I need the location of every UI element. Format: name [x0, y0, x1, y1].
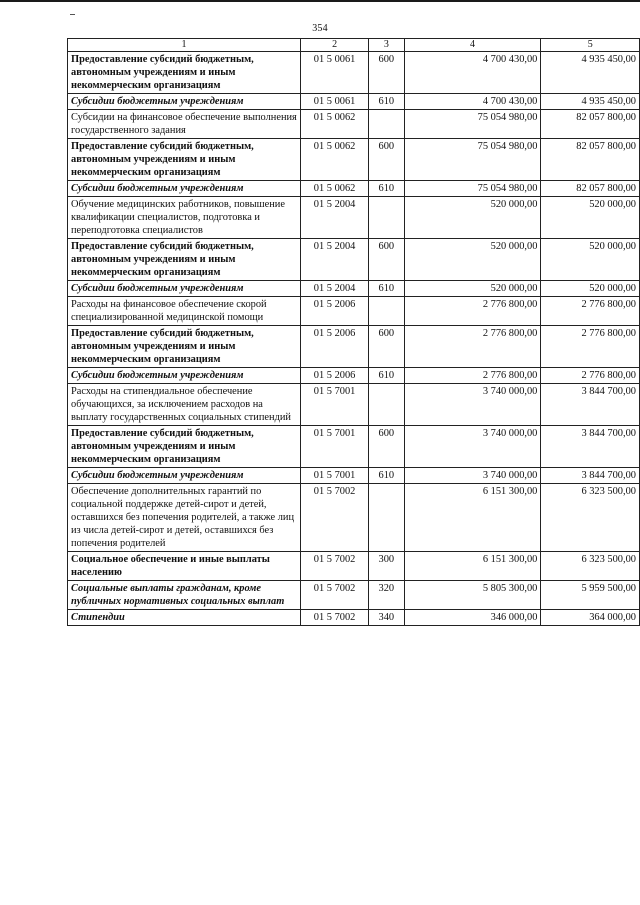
- table-row: [68, 426, 640, 468]
- amount-col5-cell: 2 776 800,00: [541, 326, 640, 368]
- amount-col4-cell: 3 740 000,00: [404, 426, 541, 468]
- item-name-cell: Субсидии бюджетным учреждениям: [68, 94, 301, 110]
- amount-col5-cell: 364 000,00: [541, 610, 640, 626]
- target-code-cell: 01 5 7002: [301, 581, 369, 610]
- amount-col5-cell: 5 959 500,00: [541, 581, 640, 610]
- amount-col5-cell: 3 844 700,00: [541, 426, 640, 468]
- header-row: [68, 39, 640, 52]
- expense-type-cell: 340: [369, 610, 404, 626]
- amount-col5-cell: 3 844 700,00: [541, 384, 640, 426]
- target-code-cell: 01 5 2004: [301, 281, 369, 297]
- target-code-cell: 01 5 2004: [301, 197, 369, 239]
- expense-type-cell: 610: [369, 94, 404, 110]
- table-row: [68, 552, 640, 581]
- table-row: [68, 484, 640, 552]
- amount-col4-cell: 3 740 000,00: [404, 468, 541, 484]
- page-number: 354: [312, 23, 328, 34]
- target-code-cell: 01 5 7001: [301, 426, 369, 468]
- item-name-cell: Субсидии бюджетным учреждениям: [68, 468, 301, 484]
- target-code-cell: 01 5 2004: [301, 239, 369, 281]
- amount-col5-cell: 2 776 800,00: [541, 368, 640, 384]
- item-name-cell: Обучение медицинских работников, повышение квалификации специалистов, подготовка и переподготовка специалистов: [68, 197, 301, 239]
- amount-col5-cell: 4 935 450,00: [541, 52, 640, 94]
- amount-col4-cell: 2 776 800,00: [404, 368, 541, 384]
- target-code-cell: 01 5 2006: [301, 297, 369, 326]
- table-row: [68, 181, 640, 197]
- table-row: [68, 384, 640, 426]
- table-row: [68, 239, 640, 281]
- amount-col5-cell: 82 057 800,00: [541, 181, 640, 197]
- expense-type-cell: [369, 110, 404, 139]
- amount-col4-cell: 520 000,00: [404, 197, 541, 239]
- table-row: [68, 281, 640, 297]
- item-name-cell: Обеспечение дополнительных гарантий по социальной поддержке детей-сирот и детей, оставшихся без попечения родителей, а также лиц из числа детей-сирот и детей, оставшихся без попечения родителей: [68, 484, 301, 552]
- expense-type-cell: [369, 197, 404, 239]
- amount-col4-cell: 4 700 430,00: [404, 94, 541, 110]
- expense-type-cell: 610: [369, 281, 404, 297]
- expense-type-cell: [369, 297, 404, 326]
- target-code-cell: 01 5 7001: [301, 384, 369, 426]
- item-name-cell: Расходы на финансовое обеспечение скорой специализированной медицинской помощи: [68, 297, 301, 326]
- amount-col5-cell: 4 935 450,00: [541, 94, 640, 110]
- expense-type-cell: 600: [369, 239, 404, 281]
- table-row: [68, 52, 640, 94]
- amount-col5-cell: 3 844 700,00: [541, 468, 640, 484]
- expense-type-cell: [369, 384, 404, 426]
- table-row: [68, 610, 640, 626]
- amount-col5-cell: 520 000,00: [541, 239, 640, 281]
- item-name-cell: Предоставление субсидий бюджетным, автономным учреждениям и иным некоммерческим организациям: [68, 239, 301, 281]
- amount-col4-cell: 75 054 980,00: [404, 139, 541, 181]
- amount-col4-cell: 6 151 300,00: [404, 552, 541, 581]
- expense-type-cell: [369, 484, 404, 552]
- table-row: [68, 581, 640, 610]
- item-name-cell: Субсидии бюджетным учреждениям: [68, 281, 301, 297]
- column-header: 2: [301, 39, 369, 52]
- target-code-cell: 01 5 7002: [301, 484, 369, 552]
- target-code-cell: 01 5 7001: [301, 468, 369, 484]
- expense-type-cell: 600: [369, 426, 404, 468]
- amount-col4-cell: 4 700 430,00: [404, 52, 541, 94]
- amount-col5-cell: 82 057 800,00: [541, 139, 640, 181]
- amount-col4-cell: 75 054 980,00: [404, 110, 541, 139]
- item-name-cell: Социальное обеспечение и иные выплаты населению: [68, 552, 301, 581]
- table-row: [68, 110, 640, 139]
- column-header: 4: [404, 39, 541, 52]
- amount-col4-cell: 6 151 300,00: [404, 484, 541, 552]
- table-row: [68, 197, 640, 239]
- target-code-cell: 01 5 0062: [301, 110, 369, 139]
- amount-col4-cell: 2 776 800,00: [404, 326, 541, 368]
- item-name-cell: Предоставление субсидий бюджетным, автономным учреждениям и иным некоммерческим организациям: [68, 139, 301, 181]
- item-name-cell: Субсидии бюджетным учреждениям: [68, 181, 301, 197]
- table-row: [68, 326, 640, 368]
- amount-col5-cell: 520 000,00: [541, 197, 640, 239]
- table-row: [68, 368, 640, 384]
- budget-table: [67, 38, 640, 626]
- expense-type-cell: 600: [369, 139, 404, 181]
- target-code-cell: 01 5 0061: [301, 52, 369, 94]
- column-header: 3: [369, 39, 404, 52]
- amount-col5-cell: 520 000,00: [541, 281, 640, 297]
- amount-col5-cell: 82 057 800,00: [541, 110, 640, 139]
- amount-col5-cell: 2 776 800,00: [541, 297, 640, 326]
- item-name-cell: Расходы на стипендиальное обеспечение обучающихся, за исключением расходов на выплату государственных социальных стипендий: [68, 384, 301, 426]
- target-code-cell: 01 5 2006: [301, 326, 369, 368]
- scan-dot: [70, 14, 75, 15]
- target-code-cell: 01 5 0061: [301, 94, 369, 110]
- expense-type-cell: 610: [369, 368, 404, 384]
- item-name-cell: Предоставление субсидий бюджетным, автономным учреждениям и иным некоммерческим организациям: [68, 52, 301, 94]
- item-name-cell: Предоставление субсидий бюджетным, автономным учреждениям и иным некоммерческим организациям: [68, 326, 301, 368]
- amount-col4-cell: 75 054 980,00: [404, 181, 541, 197]
- amount-col4-cell: 346 000,00: [404, 610, 541, 626]
- table-row: [68, 297, 640, 326]
- expense-type-cell: 600: [369, 326, 404, 368]
- amount-col4-cell: 2 776 800,00: [404, 297, 541, 326]
- amount-col4-cell: 5 805 300,00: [404, 581, 541, 610]
- item-name-cell: Субсидии бюджетным учреждениям: [68, 368, 301, 384]
- item-name-cell: Социальные выплаты гражданам, кроме публичных нормативных социальных выплат: [68, 581, 301, 610]
- target-code-cell: 01 5 2006: [301, 368, 369, 384]
- amount-col5-cell: 6 323 500,00: [541, 484, 640, 552]
- table-row: [68, 139, 640, 181]
- scan-top-edge: [0, 0, 640, 2]
- column-header: 5: [541, 39, 640, 52]
- amount-col4-cell: 520 000,00: [404, 239, 541, 281]
- target-code-cell: 01 5 7002: [301, 610, 369, 626]
- target-code-cell: 01 5 0062: [301, 181, 369, 197]
- table-row: [68, 94, 640, 110]
- table-row: [68, 468, 640, 484]
- expense-type-cell: 610: [369, 181, 404, 197]
- column-header: 1: [68, 39, 301, 52]
- expense-type-cell: 600: [369, 52, 404, 94]
- target-code-cell: 01 5 0062: [301, 139, 369, 181]
- expense-type-cell: 320: [369, 581, 404, 610]
- expense-type-cell: 610: [369, 468, 404, 484]
- target-code-cell: 01 5 7002: [301, 552, 369, 581]
- amount-col4-cell: 520 000,00: [404, 281, 541, 297]
- amount-col5-cell: 6 323 500,00: [541, 552, 640, 581]
- item-name-cell: Субсидии на финансовое обеспечение выполнения государственного задания: [68, 110, 301, 139]
- expense-type-cell: 300: [369, 552, 404, 581]
- item-name-cell: Предоставление субсидий бюджетным, автономным учреждениям и иным некоммерческим организациям: [68, 426, 301, 468]
- amount-col4-cell: 3 740 000,00: [404, 384, 541, 426]
- item-name-cell: Стипендии: [68, 610, 301, 626]
